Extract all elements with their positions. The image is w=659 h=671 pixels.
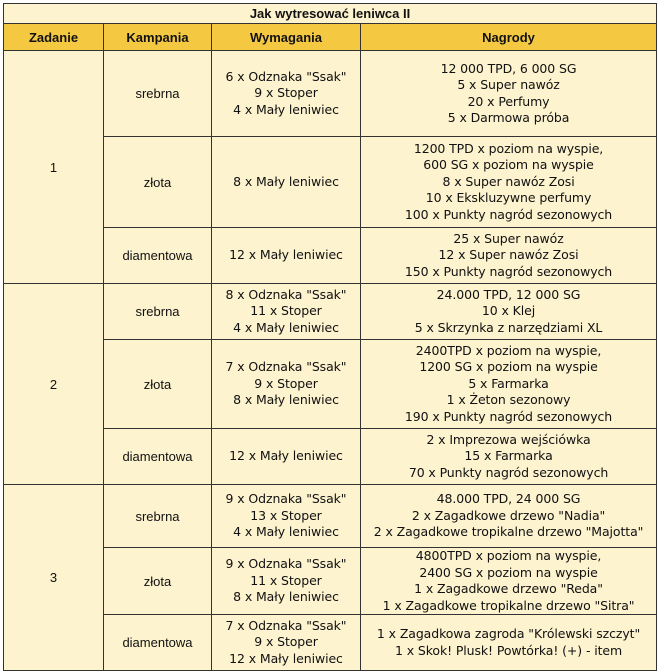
campaign-cell: diamentowa xyxy=(104,615,212,671)
reward-line: 1 x Żeton sezonowy xyxy=(446,392,571,408)
requirements-cell xyxy=(212,228,361,284)
reward-line: 2 x Imprezowa wejściówka xyxy=(426,431,591,447)
campaign-cell: srebrna xyxy=(104,51,212,137)
requirement-line: 12 x Mały leniwiec xyxy=(229,650,343,666)
table-row xyxy=(4,485,657,548)
requirements-cell xyxy=(212,548,361,615)
reward-line: 20 x Perfumy xyxy=(467,93,550,109)
requirement-line: 4 x Mały leniwiec xyxy=(233,524,339,540)
quest-table xyxy=(3,3,657,671)
rewards-cell xyxy=(361,485,657,548)
header-rewards: Nagrody xyxy=(361,24,657,51)
requirements-cell xyxy=(212,284,361,340)
reward-line: 5 x Super nawóz xyxy=(457,77,560,92)
table-row xyxy=(4,51,657,137)
reward-line: 4800TPD x poziom na wyspie, xyxy=(415,548,602,563)
reward-line: 10 x Klej xyxy=(481,303,536,319)
reward-line: 25 x Super nawóz xyxy=(453,230,564,246)
reward-line: 2400 SG x poziom na wyspie xyxy=(419,564,598,580)
table-title: Jak wytresować leniwca II xyxy=(4,4,657,24)
requirement-line: 9 x Odznaka "Ssak" xyxy=(225,556,347,572)
requirement-line: 6 x Odznaka "Ssak" xyxy=(225,68,347,84)
requirements-cell xyxy=(212,615,361,671)
requirements-cell xyxy=(212,429,361,485)
campaign-cell: złota xyxy=(104,137,212,228)
task-number: 2 xyxy=(4,284,104,485)
requirement-line: 8 x Odznaka "Ssak" xyxy=(225,286,347,302)
rewards-cell xyxy=(361,137,657,228)
campaign-cell: złota xyxy=(104,340,212,429)
reward-line: 1 x Zagadkowe drzewo "Reda" xyxy=(414,581,603,596)
reward-line: 1 x Zagadkowa zagroda "Królewski szczyt" xyxy=(376,626,641,641)
rewards-cell xyxy=(361,284,657,340)
reward-line: 5 x Darmowa próba xyxy=(447,110,570,125)
reward-line: 2 x Zagadkowe tropikalne drzewo "Majotta" xyxy=(373,524,644,540)
reward-line: 5 x Farmarka xyxy=(468,375,549,391)
requirement-line: 8 x Mały leniwiec xyxy=(233,392,339,408)
rewards-cell xyxy=(361,548,657,615)
requirement-line: 12 x Mały leniwiec xyxy=(229,448,343,464)
requirements-cell xyxy=(212,340,361,429)
rewards-cell xyxy=(361,429,657,485)
reward-line: 15 x Farmarka xyxy=(464,448,553,464)
header-task: Zadanie xyxy=(4,24,104,51)
header-campaign: Kampania xyxy=(104,24,212,51)
reward-line: 100 x Punkty nagród sezonowych xyxy=(404,206,613,222)
reward-line: 190 x Punkty nagród sezonowych xyxy=(404,408,613,424)
reward-line: 12 x Super nawóz Zosi xyxy=(438,247,579,263)
requirement-line: 8 x Mały leniwiec xyxy=(233,589,339,605)
reward-line: 2400TPD x poziom na wyspie, xyxy=(415,342,602,358)
reward-line: 600 SG x poziom na wyspie xyxy=(423,157,594,173)
table-row xyxy=(4,284,657,340)
requirements-cell xyxy=(212,51,361,137)
reward-line: 2 x Zagadkowe drzewo "Nadia" xyxy=(411,507,606,523)
requirement-line: 7 x Odznaka "Ssak" xyxy=(225,359,347,375)
header-row xyxy=(4,24,657,51)
title-row xyxy=(4,4,657,24)
requirement-line: 9 x Stoper xyxy=(254,85,318,101)
campaign-cell: diamentowa xyxy=(104,429,212,485)
reward-line: 1200 TPD x poziom na wyspie, xyxy=(413,140,604,156)
reward-line: 48.000 TPD, 24 000 SG xyxy=(436,491,581,507)
reward-line: 1200 SG x poziom na wyspie xyxy=(419,359,598,375)
reward-line: 1 x Skok! Plusk! Powtórka! (+) - item xyxy=(394,642,623,658)
requirement-line: 12 x Mały leniwiec xyxy=(229,247,343,263)
requirement-line: 11 x Stoper xyxy=(250,303,322,319)
requirement-line: 8 x Mały leniwiec xyxy=(233,173,339,189)
requirement-line: 9 x Stoper xyxy=(254,375,318,391)
rewards-cell xyxy=(361,51,657,137)
reward-line: 70 x Punkty nagród sezonowych xyxy=(408,464,609,480)
campaign-cell: złota xyxy=(104,548,212,615)
reward-line: 5 x Skrzynka z narzędziami XL xyxy=(414,319,603,335)
requirements-cell xyxy=(212,485,361,548)
rewards-cell xyxy=(361,228,657,284)
rewards-cell xyxy=(361,615,657,671)
requirements-cell xyxy=(212,137,361,228)
requirement-line: 13 x Stoper xyxy=(250,507,322,523)
requirement-line: 9 x Stoper xyxy=(254,634,318,650)
reward-line: 8 x Super nawóz Zosi xyxy=(442,173,575,189)
requirement-line: 7 x Odznaka "Ssak" xyxy=(225,617,347,633)
requirement-line: 4 x Mały leniwiec xyxy=(233,319,339,335)
requirement-line: 4 x Mały leniwiec xyxy=(233,101,339,117)
campaign-cell: srebrna xyxy=(104,485,212,548)
requirement-line: 9 x Odznaka "Ssak" xyxy=(225,491,347,507)
requirement-line: 11 x Stoper xyxy=(250,572,322,588)
rewards-cell xyxy=(361,340,657,429)
reward-line: 12 000 TPD, 6 000 SG xyxy=(440,60,577,76)
quest-body xyxy=(4,51,657,671)
header-requirements: Wymagania xyxy=(212,24,361,51)
reward-line: 10 x Ekskluzywne perfumy xyxy=(425,190,592,206)
campaign-cell: diamentowa xyxy=(104,228,212,284)
task-number: 1 xyxy=(4,51,104,284)
reward-line: 24.000 TPD, 12 000 SG xyxy=(436,286,581,302)
reward-line: 150 x Punkty nagród sezonowych xyxy=(404,263,613,279)
task-number: 3 xyxy=(4,485,104,671)
reward-line: 1 x Zagadkowe tropikalne drzewo "Sitra" xyxy=(382,597,635,613)
campaign-cell: srebrna xyxy=(104,284,212,340)
